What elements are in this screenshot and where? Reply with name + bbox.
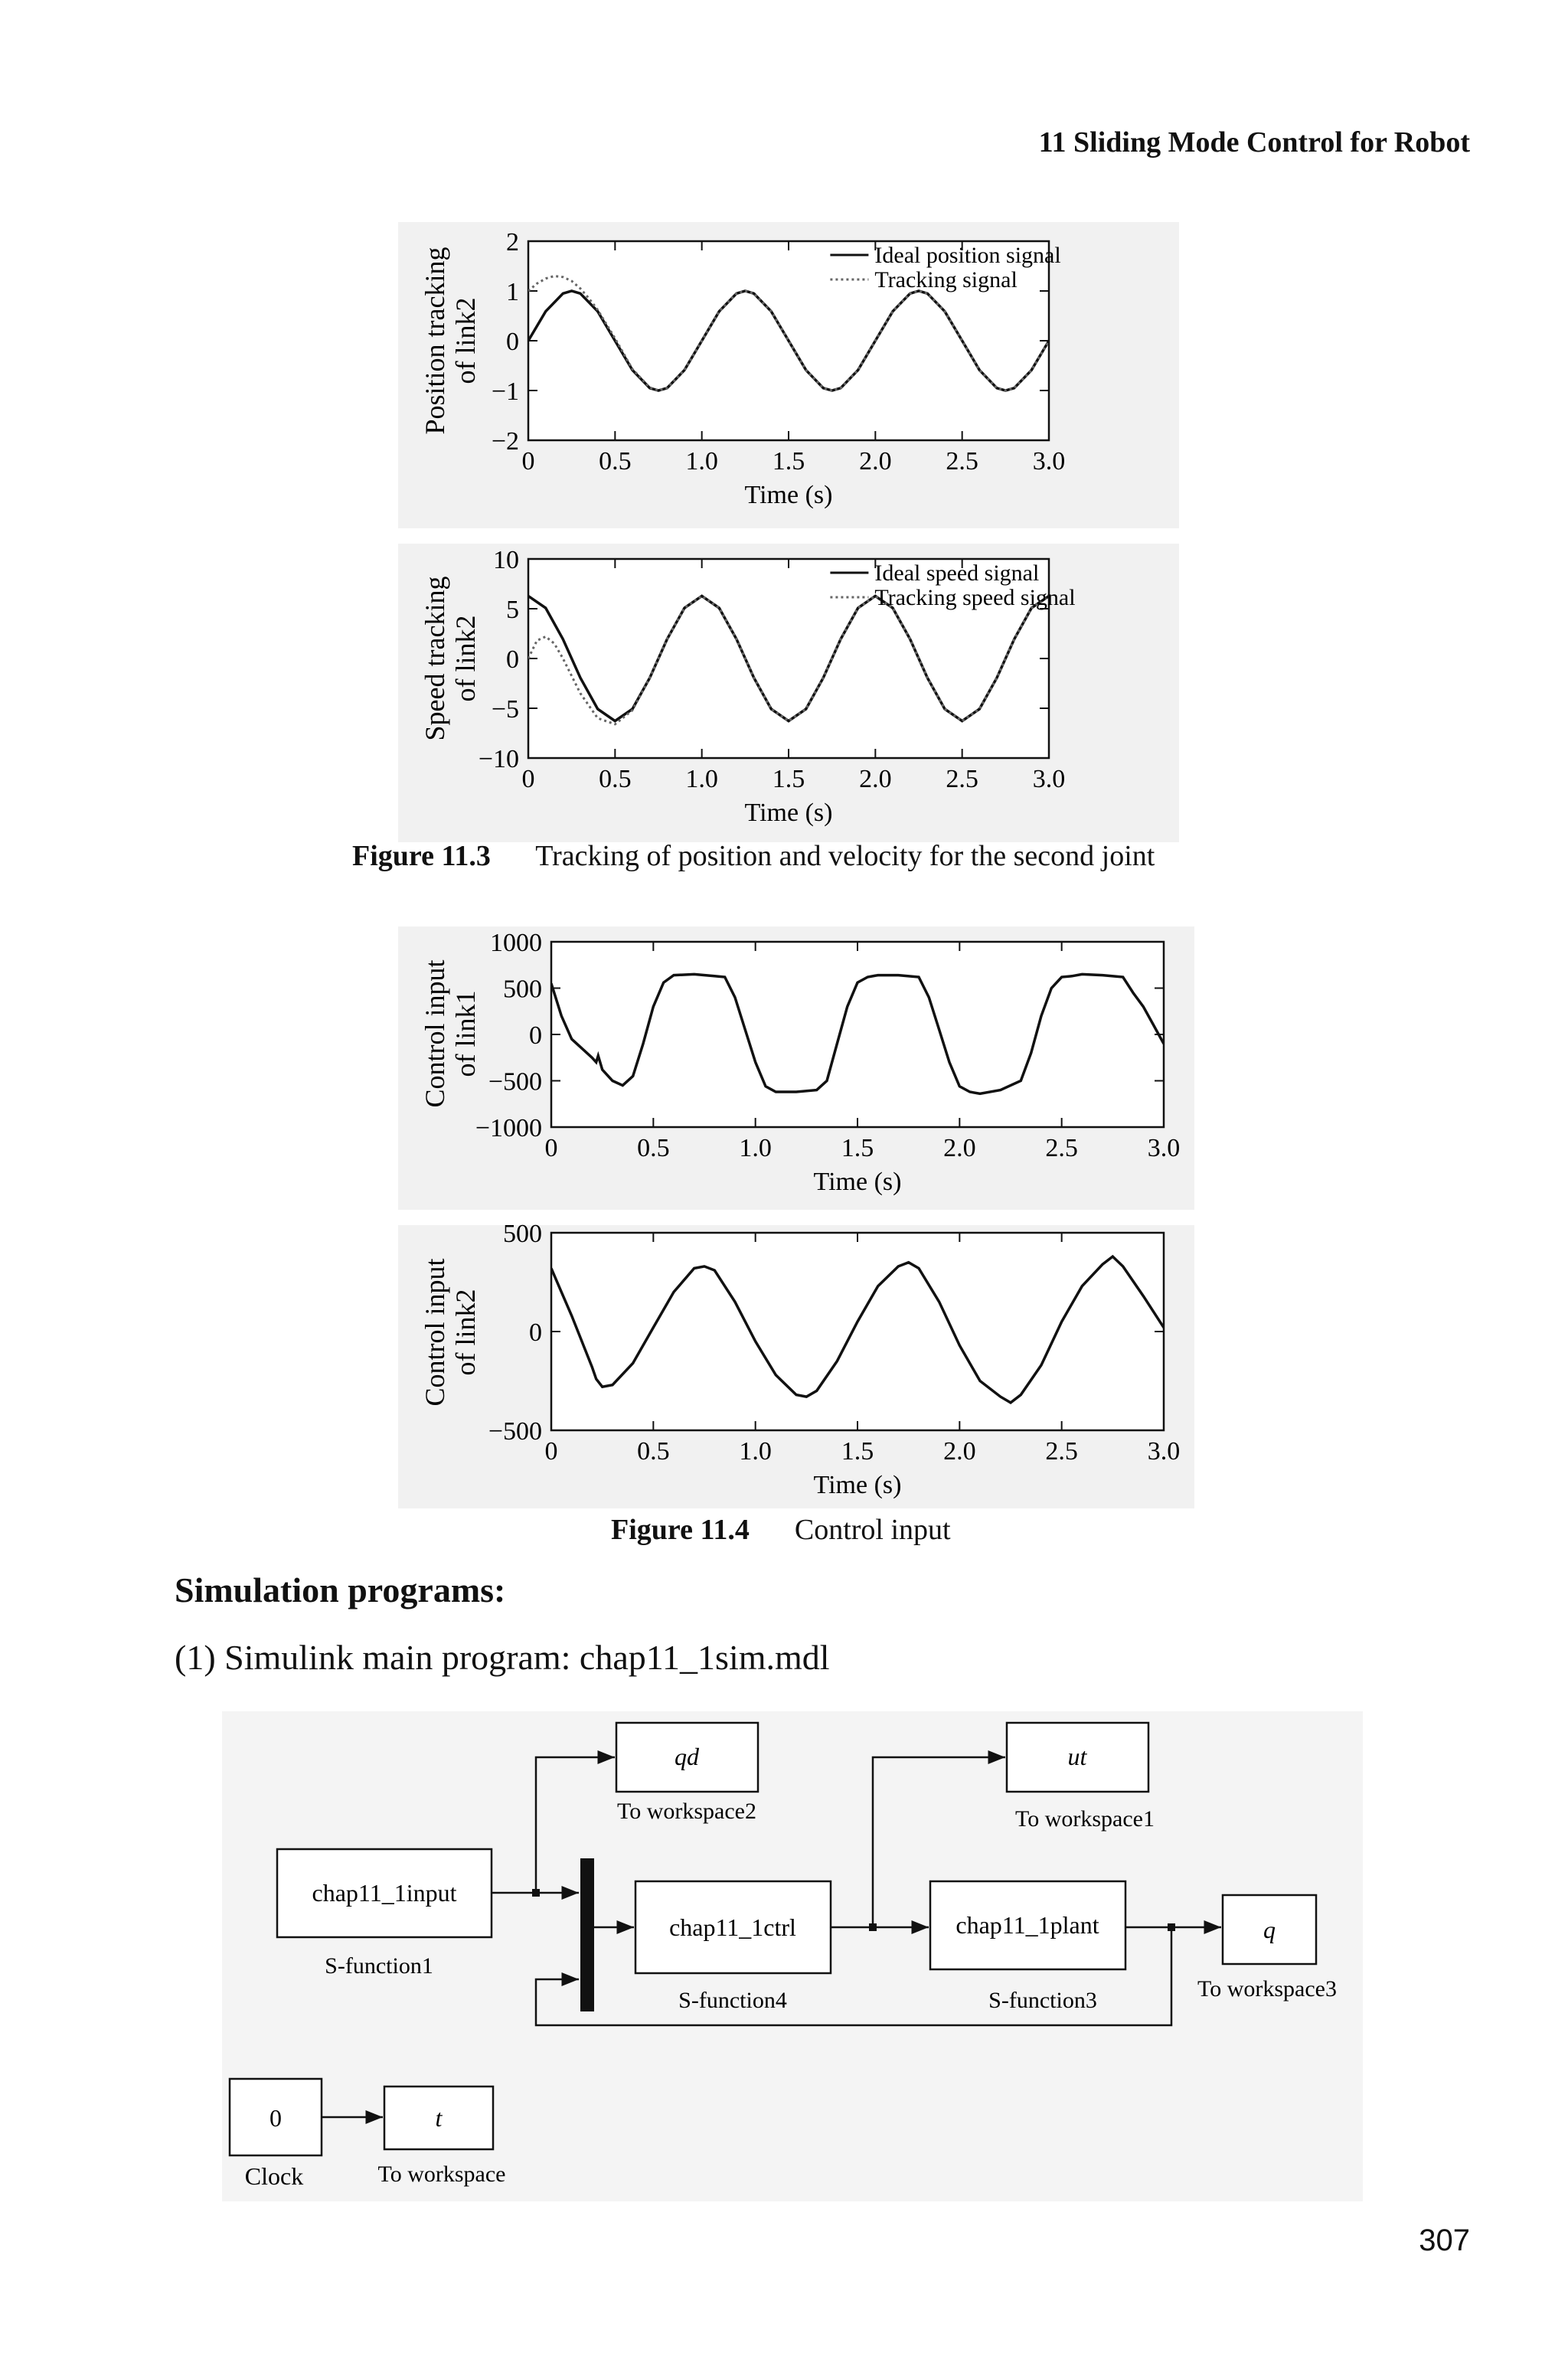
- y-tick-label: 0: [529, 1021, 542, 1050]
- x-tick-label: 1.5: [841, 1437, 874, 1466]
- block-q-label: q: [1263, 1916, 1276, 1943]
- x-tick-label: 1.5: [772, 447, 805, 475]
- plot-area: [551, 1233, 1164, 1430]
- x-tick-label: 1.0: [739, 1437, 772, 1466]
- x-tick-label: 1.0: [685, 765, 718, 793]
- section-heading: Simulation programs:: [175, 1570, 506, 1609]
- x-tick-label: 2.0: [859, 765, 892, 793]
- figure-11-4-caption: [611, 1513, 951, 1547]
- x-tick-label: 1.0: [739, 1134, 772, 1162]
- block-ut-label: ut: [1067, 1743, 1087, 1770]
- y-axis-label-line: of link1: [450, 990, 481, 1077]
- y-tick-label: −5: [491, 695, 519, 724]
- block-ctrl-caption: S-function4: [678, 1988, 787, 2013]
- y-tick-label: −500: [488, 1417, 542, 1446]
- block-input-label: chap11_1input: [312, 1879, 457, 1907]
- x-tick-label: 2.5: [1045, 1437, 1078, 1466]
- block-input-caption: S-function1: [325, 1953, 433, 1979]
- figure-11-4-label: Figure 11.4: [611, 1514, 750, 1546]
- x-tick-label: 0: [544, 1134, 558, 1162]
- figure-11-3-charts: [398, 222, 1179, 842]
- y-tick-label: 500: [503, 975, 542, 1004]
- x-tick-label: 0: [521, 765, 535, 793]
- y-tick-label: 500: [503, 1220, 542, 1248]
- y-tick-label: 5: [506, 596, 519, 624]
- block-clock-label: 0: [270, 2104, 282, 2132]
- y-tick-label: 1: [506, 278, 519, 306]
- x-tick-label: 0: [544, 1437, 558, 1466]
- y-tick-label: 0: [529, 1319, 542, 1347]
- x-tick-label: 3.0: [1147, 1134, 1181, 1162]
- legend-label: Tracking signal: [874, 267, 1018, 292]
- y-tick-label: 1000: [490, 929, 542, 957]
- mux-block[interactable]: [580, 1858, 594, 2011]
- y-tick-label: 10: [493, 546, 519, 574]
- paragraph: (1) Simulink main program: chap11_1sim.mdl: [175, 1638, 830, 1677]
- y-tick-label: −1: [491, 377, 519, 406]
- page-number: 307: [1419, 2224, 1470, 2257]
- y-tick-label: −500: [488, 1067, 542, 1096]
- x-tick-label: 1.5: [841, 1134, 874, 1162]
- figure-11-4-charts: [398, 926, 1194, 1508]
- x-tick-label: 2.5: [946, 765, 978, 793]
- figure-11-3-text: Tracking of position and velocity for the second joint: [535, 840, 1155, 872]
- legend-label: Tracking speed signal: [874, 585, 1076, 610]
- chart-control-input-link2: [398, 1220, 1194, 1508]
- figure-11-4-text: Control input: [794, 1514, 951, 1546]
- y-axis-label-line: of link2: [450, 297, 481, 384]
- x-tick-label: 2.0: [943, 1437, 976, 1466]
- y-axis-label-line: Control input: [420, 959, 450, 1108]
- y-axis-label-line: Speed tracking: [420, 576, 450, 741]
- chart-position-tracking: [398, 222, 1179, 528]
- x-tick-label: 2.5: [1045, 1134, 1078, 1162]
- block-clock-caption: Clock: [244, 2162, 304, 2190]
- x-tick-label: 0.5: [637, 1437, 670, 1466]
- x-tick-label: 0.5: [599, 765, 632, 793]
- x-tick-label: 0.5: [599, 447, 632, 475]
- chart-speed-tracking: [398, 544, 1179, 842]
- x-axis-label: Time (s): [813, 1168, 902, 1196]
- x-axis-label: Time (s): [744, 799, 833, 827]
- block-qd-caption: To workspace2: [616, 1799, 757, 1824]
- legend-label: Ideal speed signal: [874, 560, 1040, 586]
- block-ctrl-label: chap11_1ctrl: [669, 1913, 796, 1941]
- figure-11-3-caption: [352, 839, 1155, 873]
- block-plant-label: chap11_1plant: [956, 1911, 1099, 1939]
- x-tick-label: 2.0: [943, 1134, 976, 1162]
- y-tick-label: −1000: [475, 1114, 542, 1142]
- x-tick-label: 2.0: [859, 447, 892, 475]
- y-axis-label-line: of link2: [450, 1289, 481, 1376]
- y-axis-label-line: Control input: [420, 1258, 450, 1407]
- y-tick-label: 2: [506, 228, 519, 257]
- y-tick-label: −2: [491, 427, 519, 456]
- x-axis-label: Time (s): [813, 1471, 902, 1499]
- x-tick-label: 1.0: [685, 447, 718, 475]
- plot-area: [551, 942, 1164, 1127]
- y-tick-label: 0: [506, 328, 519, 356]
- x-tick-label: 0.5: [637, 1134, 670, 1162]
- simulink-diagram: [222, 1711, 1363, 2201]
- block-t-label: t: [435, 2104, 443, 2132]
- block-plant-caption: S-function3: [988, 1988, 1097, 2013]
- y-axis-label-line: Position tracking: [420, 247, 450, 435]
- figure-11-3-label: Figure 11.3: [352, 840, 491, 872]
- x-tick-label: 2.5: [946, 447, 978, 475]
- x-axis-label: Time (s): [744, 481, 833, 509]
- block-t-caption: To workspace: [377, 2162, 506, 2187]
- x-tick-label: 0: [521, 447, 535, 475]
- y-tick-label: −10: [478, 745, 519, 773]
- block-ut-caption: To workspace1: [1014, 1806, 1155, 1832]
- legend-label: Ideal position signal: [874, 243, 1061, 268]
- block-qd-label: qd: [675, 1743, 699, 1770]
- x-tick-label: 3.0: [1032, 447, 1066, 475]
- y-axis-label-line: of link2: [450, 615, 481, 702]
- x-tick-label: 3.0: [1147, 1437, 1181, 1466]
- x-tick-label: 1.5: [772, 765, 805, 793]
- block-q-caption: To workspace3: [1197, 1976, 1338, 2002]
- running-header: 11 Sliding Mode Control for Robot: [1038, 126, 1470, 158]
- x-tick-label: 3.0: [1032, 765, 1066, 793]
- chart-control-input-link1: [398, 926, 1194, 1210]
- y-tick-label: 0: [506, 645, 519, 674]
